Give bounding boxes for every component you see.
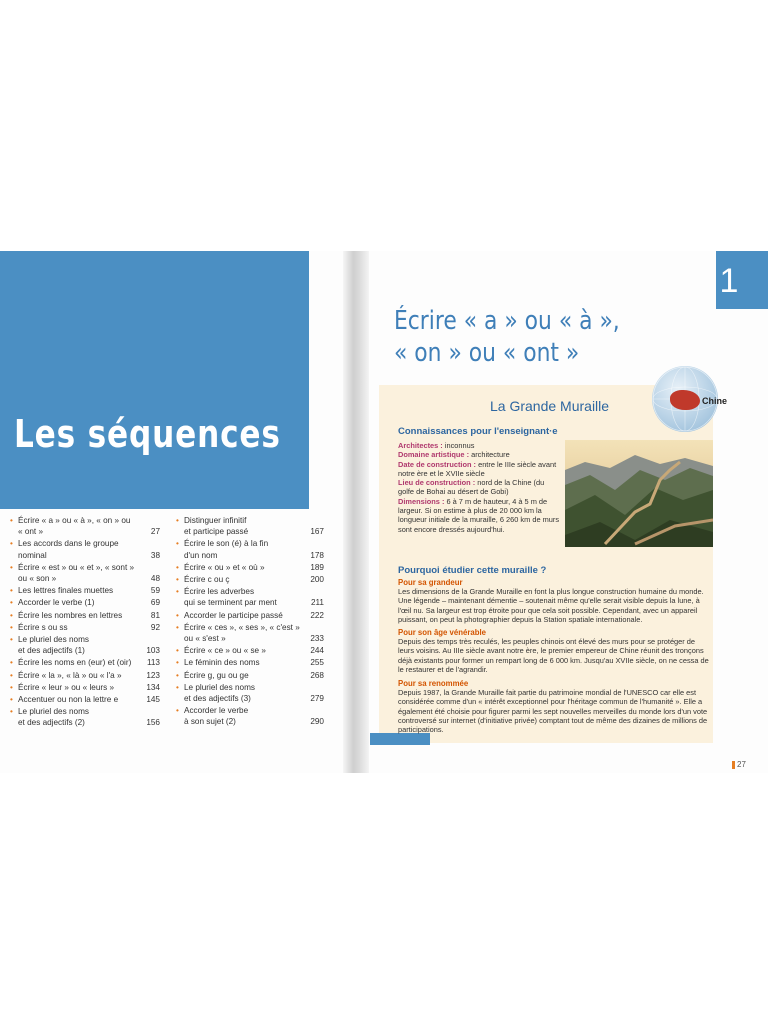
toc-item[interactable] [10, 515, 160, 537]
toc-item[interactable] [10, 597, 160, 608]
bullet-icon: • [176, 658, 179, 668]
fact-value: entre le IIIe siècle avant notre ère et le XVIIe siècle [398, 459, 557, 478]
bullet-icon: • [176, 539, 179, 549]
toc-item[interactable] [176, 586, 324, 608]
toc-item-label: Accorder le verbe à son sujet (2) 290 [184, 706, 324, 727]
fact-value: nord de la Chine (du golfe de Bohai au désert de Gobi) [398, 478, 545, 497]
heading-line-1: Écrire « a » ou « à », [394, 306, 620, 336]
toc-item-page: 69 [150, 598, 160, 608]
toc-item-page: 134 [146, 682, 160, 692]
toc-item-label: Accorder le verbe (1) 69 [18, 598, 160, 608]
bullet-icon: • [10, 610, 13, 620]
bullet-icon: • [176, 587, 179, 597]
toc-column-2 [176, 515, 324, 729]
toc-item-page: 81 [150, 610, 160, 620]
toc-item-page: 27 [150, 527, 160, 537]
bullet-icon: • [10, 682, 13, 692]
why-study-title: Pourquoi étudier cette muraille ? [398, 565, 547, 576]
toc-item[interactable] [176, 610, 324, 621]
bullet-icon: • [10, 539, 13, 549]
bullet-icon: • [176, 610, 179, 620]
bullet-icon: • [10, 707, 13, 717]
toc-item-label: Écrire « leur » ou « leurs » 134 [18, 682, 160, 692]
book-gutter [343, 251, 369, 773]
globe-label: Chine [702, 396, 728, 406]
toc-item-label: Écrire « ce » ou « se » 244 [184, 646, 324, 656]
toc-item-page: 123 [146, 670, 160, 680]
toc-item[interactable] [10, 538, 160, 560]
bullet-icon: • [10, 516, 13, 525]
toc-item-page: 255 [310, 658, 324, 668]
toc-item[interactable] [176, 670, 324, 681]
toc-item[interactable] [176, 562, 324, 573]
toc-item-page: 156 [146, 718, 160, 728]
toc-item-page: 233 [310, 634, 324, 644]
box-title: La Grande Muraille [490, 398, 610, 414]
toc-item-label: Écrire « ou » et « où » 189 [184, 562, 324, 572]
page-number: 27 [737, 760, 746, 769]
page-number-marker [732, 761, 735, 769]
toc-item-label: Écrire le son (é) à la fin d'un nom 178 [184, 539, 324, 560]
bullet-icon: • [10, 658, 13, 668]
toc-item-page: 279 [310, 694, 324, 704]
toc-item[interactable] [10, 694, 160, 705]
toc-item-label: Le pluriel des noms et des adjectifs (1) 103 [18, 635, 160, 656]
section-1-title: Pour sa grandeur [398, 578, 463, 587]
fact-row [398, 478, 561, 497]
heading-line-2: « on » ou « ont » [394, 338, 580, 368]
toc-item[interactable] [176, 622, 324, 644]
fact-row [398, 460, 561, 479]
fact-label: Date de construction : [398, 459, 477, 469]
knowledge-title: Connaissances pour l'enseignant·e [398, 426, 558, 437]
bullet-icon: • [176, 670, 179, 680]
bullet-icon: • [176, 706, 179, 716]
toc-item-page: 167 [310, 527, 324, 537]
toc-item-page: 59 [150, 586, 160, 596]
toc-item[interactable] [10, 610, 160, 621]
toc-item-page: 189 [310, 562, 324, 572]
toc-item-label: Les accords dans le groupe nominal 38 [18, 539, 160, 560]
bullet-icon: • [10, 562, 13, 572]
toc-item-page: 92 [150, 622, 160, 632]
toc-item[interactable] [176, 705, 324, 727]
toc-item[interactable] [176, 538, 324, 560]
toc-item-label: Le pluriel des noms et des adjectifs (3) 279 [184, 682, 324, 704]
fact-value: inconnus [442, 441, 475, 450]
bullet-icon: • [176, 562, 179, 572]
toc-item-label: Écrire c ou ç 200 [184, 575, 324, 585]
toc-item-label: Écrire « la », « là » ou « l'a » 123 [18, 670, 160, 680]
toc-item-label: Écrire s ou ss 92 [18, 622, 160, 632]
china-map-icon [670, 390, 700, 410]
bullet-icon: • [10, 695, 13, 705]
toc-item-page: 244 [310, 646, 324, 656]
chapter-number: 1 [719, 262, 739, 300]
toc-column-1 [10, 515, 160, 730]
section-2-title: Pour son âge vénérable [398, 628, 486, 637]
toc-item-label: Écrire « ces », « ses », « c'est » ou « s'est » 233 [184, 622, 324, 644]
chapter-heading [394, 305, 620, 369]
bullet-icon: • [176, 622, 179, 632]
fact-label: Domaine artistique : [398, 450, 470, 460]
fact-label: Lieu de construction : [398, 478, 476, 488]
toc-item-page: 38 [150, 550, 160, 560]
toc-item-page: 48 [150, 574, 160, 584]
toc-item-label: Écrire les adverbes qui se terminent par ment 211 [184, 587, 324, 608]
toc-item[interactable] [176, 574, 324, 585]
toc-item[interactable] [10, 562, 160, 584]
bullet-icon: • [176, 516, 179, 525]
bullet-icon: • [10, 670, 13, 680]
section-1-text: Les dimensions de la Grande Muraille en font la plus longue construction humaine du monde. Une légende – maintenant démentie – soutenait même qu'elle serait visible depuis la lune, à l'œil nu. Sa largeur est trop étroite pour que cela soit possible. Cependant, avec un appareil puissant, on peut la photographier depuis la Station spatiale internationale. [398, 587, 704, 624]
toc-item-label: Le pluriel des noms et des adjectifs (2) 156 [18, 707, 160, 728]
toc-item-label: Accorder le participe passé 222 [184, 610, 324, 620]
toc-item-page: 268 [310, 670, 324, 680]
toc-item[interactable] [10, 670, 160, 681]
facts-list [398, 441, 561, 534]
toc-item[interactable] [10, 585, 160, 596]
toc-item[interactable] [10, 706, 160, 728]
title-banner [0, 251, 309, 509]
fact-value: 6 à 7 m de hauteur, 4 à 5 m de largeur. Si on estime à plus de 20 000 km la longueur initiale de la muraille, 6 260 km de murs sont encore dressés aujourd'hui. [398, 496, 560, 534]
toc-item-page: 200 [310, 575, 324, 585]
fact-label: Architectes : [398, 441, 443, 450]
toc-item-page: 222 [310, 610, 324, 620]
toc-item[interactable] [176, 657, 324, 668]
toc-item-label: Le féminin des noms 255 [184, 658, 324, 668]
bullet-icon: • [176, 682, 179, 692]
box-accent [370, 733, 430, 745]
bullet-icon: • [10, 598, 13, 608]
toc-item[interactable] [10, 682, 160, 693]
bullet-icon: • [176, 575, 179, 585]
toc-item-page: 211 [310, 598, 324, 608]
section-3-text: Depuis 1987, la Grande Muraille fait partie du patrimoine mondial de l'UNESCO car elle est considérée comme d'un « intérêt exceptionnel pour l'héritage commun de l'humanité ». Elle a également été choisie pour figurer parmi les sept nouvelles merveilles du monde lors d'un vote controversé sur internet (d'initiative privée) comptant tout de même des dizaines de millions de participations. [398, 688, 708, 735]
toc-item[interactable] [176, 682, 324, 704]
bullet-icon: • [176, 646, 179, 656]
fact-label: Dimensions : [398, 496, 445, 506]
toc-item[interactable] [176, 515, 324, 537]
toc-item-page: 113 [146, 658, 160, 668]
bullet-icon: • [10, 635, 13, 645]
toc-item[interactable] [10, 622, 160, 633]
toc-item-label: Écrire les nombres en lettres 81 [18, 610, 160, 620]
bullet-icon: • [10, 622, 13, 632]
toc-item-label: Écrire « est » ou « et », « sont » ou « son » 48 [18, 562, 160, 584]
toc-item-page: 103 [146, 646, 160, 656]
page-title: Les séquences [14, 412, 281, 456]
toc-item-page: 145 [146, 695, 160, 705]
great-wall-photo [565, 440, 713, 547]
toc-item-label: Écrire les noms en (eur) et (oir) 113 [18, 658, 160, 668]
fact-row [398, 497, 561, 534]
toc-item-label: Distinguer infinitif et participe passé 167 [184, 516, 324, 537]
toc-item-page: 290 [310, 717, 324, 727]
fact-value: architecture [469, 450, 510, 460]
bullet-icon: • [10, 586, 13, 596]
toc-item-label: Écrire g, gu ou ge 268 [184, 670, 324, 680]
section-3-title: Pour sa renommée [398, 679, 469, 688]
toc-item-page: 178 [310, 550, 324, 560]
fact-row [398, 450, 561, 459]
toc-item[interactable] [10, 634, 160, 656]
toc-item[interactable] [10, 657, 160, 668]
fact-row [398, 441, 561, 450]
toc-item-label: Accentuer ou non la lettre e 145 [18, 695, 160, 705]
toc-item-label: Écrire « a » ou « à », « on » ou « ont » 27 [18, 516, 160, 537]
toc-item-label: Les lettres finales muettes 59 [18, 586, 160, 596]
toc-item[interactable] [176, 645, 324, 656]
section-2-text: Depuis des temps très reculés, les peuples chinois ont élevé des murs pour se protéger de leurs voisins. Au IIIe siècle avant notre ère, le premier empereur de Chine réunit des tronçons déjà existants pour former un rempart long de 6 000 km. Jusqu'au XVIIe siècle, on ne cessa de le restaurer et de l'agrandir. [398, 637, 709, 674]
